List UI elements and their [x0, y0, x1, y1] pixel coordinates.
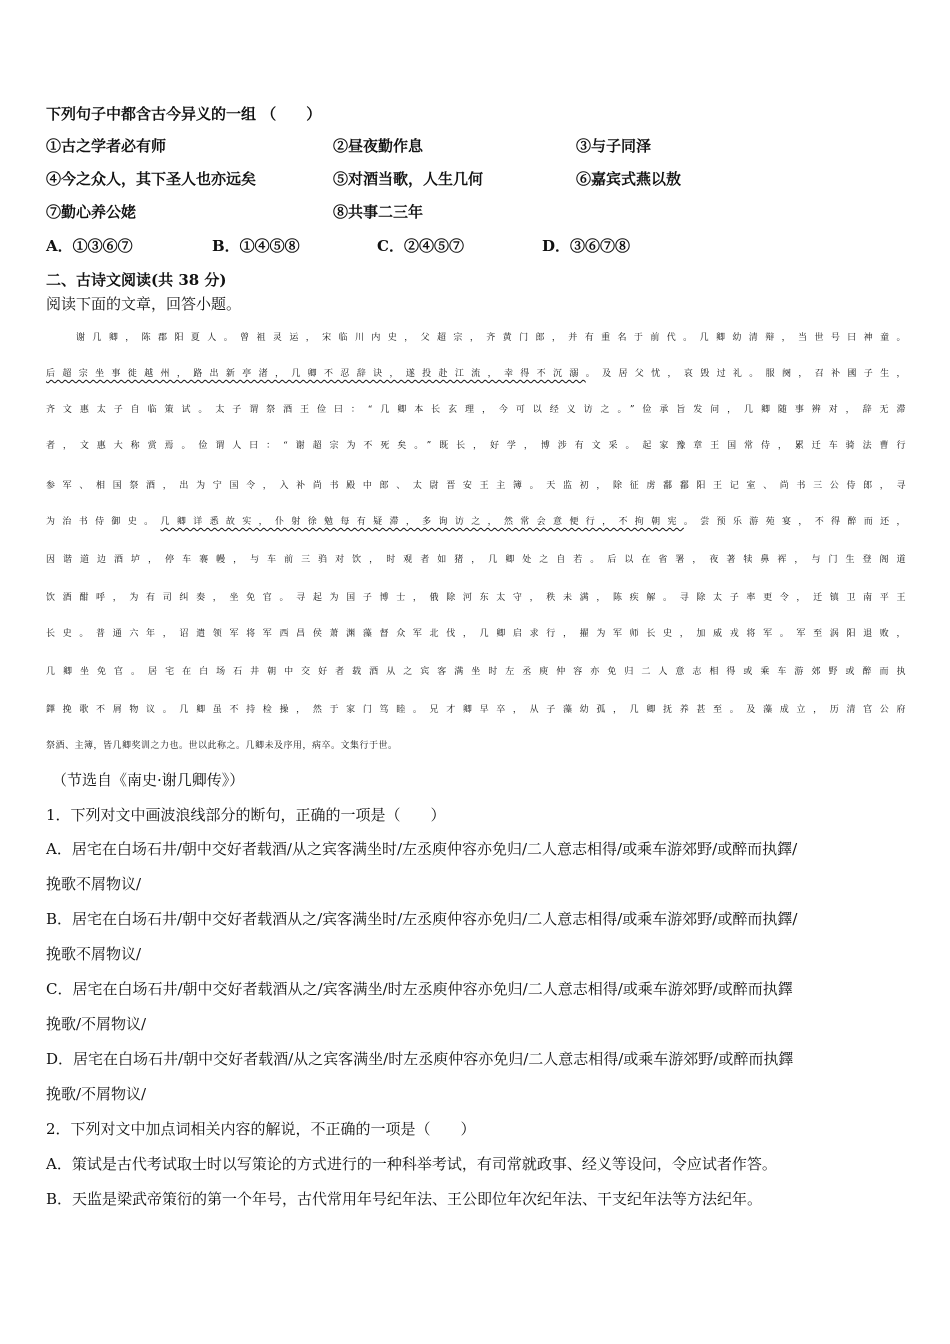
passage-line-11: 鐸挽歌不屑物议。几卿虽不持检操，然于家门笃睦。兄才卿早卒，从子藻幼孤，几卿抚养甚至。及藻成立，历清官公府: [46, 705, 906, 715]
passage-line-6: [46, 512, 906, 532]
q1-option-a-cont: 挽歌不屑物议/: [46, 875, 142, 893]
q1-option-c: C．居宅在白场石井/朝中交好者载酒从之/宾客满坐/时左丞庾仲容亦免归/二人意志相得/或乘车游郊野/或醉而执鐸: [46, 980, 793, 998]
q1-option-b: B．居宅在白场石井/朝中交好者载酒从之/宾客满坐时/左丞庾仲容亦免归/二人意志相得/或乘车游郊野/或醉而执鐸/: [46, 910, 798, 928]
q2-option-b: B．天监是梁武帝策衍的第一个年号，古代常用年号纪年法、王公即位年次纪年法、干支纪年法等方法纪年。: [46, 1190, 763, 1208]
item-6: ⑥嘉宾式燕以敖: [576, 170, 682, 188]
choice-b: B．①④⑤⑧: [212, 237, 300, 255]
passage-line-6-pre: 为治书侍御史。: [46, 517, 161, 527]
item-7: ⑦勤心养公姥: [46, 203, 137, 221]
passage-line-6-post: 。尝预乐游苑宴，不得醉而还，: [683, 517, 906, 527]
q1-option-b-cont: 挽歌不屑物议/: [46, 945, 142, 963]
q2-stem: 2．下列对文中加点词相关内容的解说，不正确的一项是（ ）: [46, 1120, 476, 1138]
passage-line-3: 齐文惠太子自临策试。太子谓祭酒王俭曰：“几卿本长玄理，今可以经义访之。”俭承旨发问，几卿随事辨对，辞无滞: [46, 405, 906, 415]
section-instruction: 阅读下面的文章，回答小题。: [46, 295, 242, 313]
item-3: ③与子同泽: [576, 137, 652, 155]
passage-line-2: [46, 364, 906, 384]
choice-a: A．①③⑥⑦: [46, 237, 133, 255]
passage-line-10: 几卿坐免官。居宅在白场石井朝中交好者载酒从之宾客满坐时左丞庾仲容亦免归二人意志相得或乘车游郊野或醉而执: [46, 667, 906, 677]
q1-option-c-cont: 挽歌/不屑物议/: [46, 1015, 147, 1033]
passage-line-2-rest: 。及居父忧，哀毁过礼。服阕，召补國子生，: [585, 369, 906, 379]
passage-source: （节选自《南史·谢几卿传》）: [52, 771, 245, 789]
item-5: ⑤对酒当歌，人生几何: [333, 170, 484, 188]
item-4: ④今之众人，其下圣人也亦远矣: [46, 170, 257, 188]
q1-option-d-cont: 挽歌/不屑物议/: [46, 1085, 147, 1103]
passage-line-8: 饮酒酣呼，为有司纠奏，坐免官。寻起为国子博士，俄除河东太守，秩未满，陈疾解。寻除太子率更令，迁镇卫南平王: [46, 593, 906, 603]
item-8: ⑧共事二三年: [333, 203, 424, 221]
q2-option-a: A．策试是古代考试取士时以写策论的方式进行的一种科举考试，有司常就政事、经义等设问，令应试者作答。: [46, 1155, 777, 1173]
q1-option-a: A．居宅在白场石井/朝中交好者载酒/从之宾客满坐时/左丞庾仲容亦免归/二人意志相得/或乘车游郊野/或醉而执鐸/: [46, 840, 798, 858]
choice-d: D．③⑥⑦⑧: [542, 237, 631, 255]
passage-line-12: 祭酒、主簿，皆几卿奖训之力也。世以此称之。几卿未及序用，病卒。文集行于世。: [46, 741, 398, 751]
passage-line-9: 长史。普通六年，诏遣领军将军西昌侯萧渊藻督众军北伐，几卿启求行，擢为军师长史，加威戎将军。军至涡阳退败，: [46, 629, 906, 639]
q1-stem: 1．下列对文中画波浪线部分的断句，正确的一项是（ ）: [46, 806, 446, 824]
q1-option-d: D．居宅在白场石井/朝中交好者载酒/从之宾客满坐/时左丞庾仲容亦免归/二人意志相得/或乘车游郊野/或醉而执鐸: [46, 1050, 794, 1068]
passage-line-5: 参军、相国祭酒，出为宁国令，入补尚书殿中郎、太尉晋安王主簿。天监初，除征虏鄱鄱阳王记室、尚书三公侍郎，寻: [46, 481, 906, 491]
passage-line-7: 因谐道边酒垆，停车褰幔，与车前三驺对饮，时观者如猪，几卿处之自若。后以在省署，夜著犊鼻裈，与门生登阁道: [46, 555, 906, 565]
wavy-underline-1: 后超宗坐事徙越州，路出新亭渚，几卿不忍辞诀，遂投赴江流，幸得不沉溺: [46, 369, 586, 379]
question-stem: 下列句子中都含古今异义的一组 （ ）: [46, 105, 322, 123]
item-2: ②昼夜勤作息: [333, 137, 424, 155]
choice-c: C．②④⑤⑦: [377, 237, 464, 255]
passage-line-1: 谢几卿，陈郡阳夏人。曾祖灵运，宋临川内史，父超宗，齐黄门郎，并有重名于前代。几卿幼清辩，当世号曰神童。: [76, 333, 906, 343]
wavy-underline-2: 几卿详悉故实，仆射徐勉每有疑滞，多询访之，然常会意便行，不拘朝宪: [160, 517, 684, 527]
passage-line-4: 者，文惠大称赏焉。俭谓人曰：“谢超宗为不死矣。”既长，好学，博涉有文采。起家豫章王国常侍，累迁车骑法曹行: [46, 441, 906, 451]
section-title: 二、古诗文阅读(共 38 分): [46, 271, 227, 289]
item-1: ①古之学者必有师: [46, 137, 167, 155]
